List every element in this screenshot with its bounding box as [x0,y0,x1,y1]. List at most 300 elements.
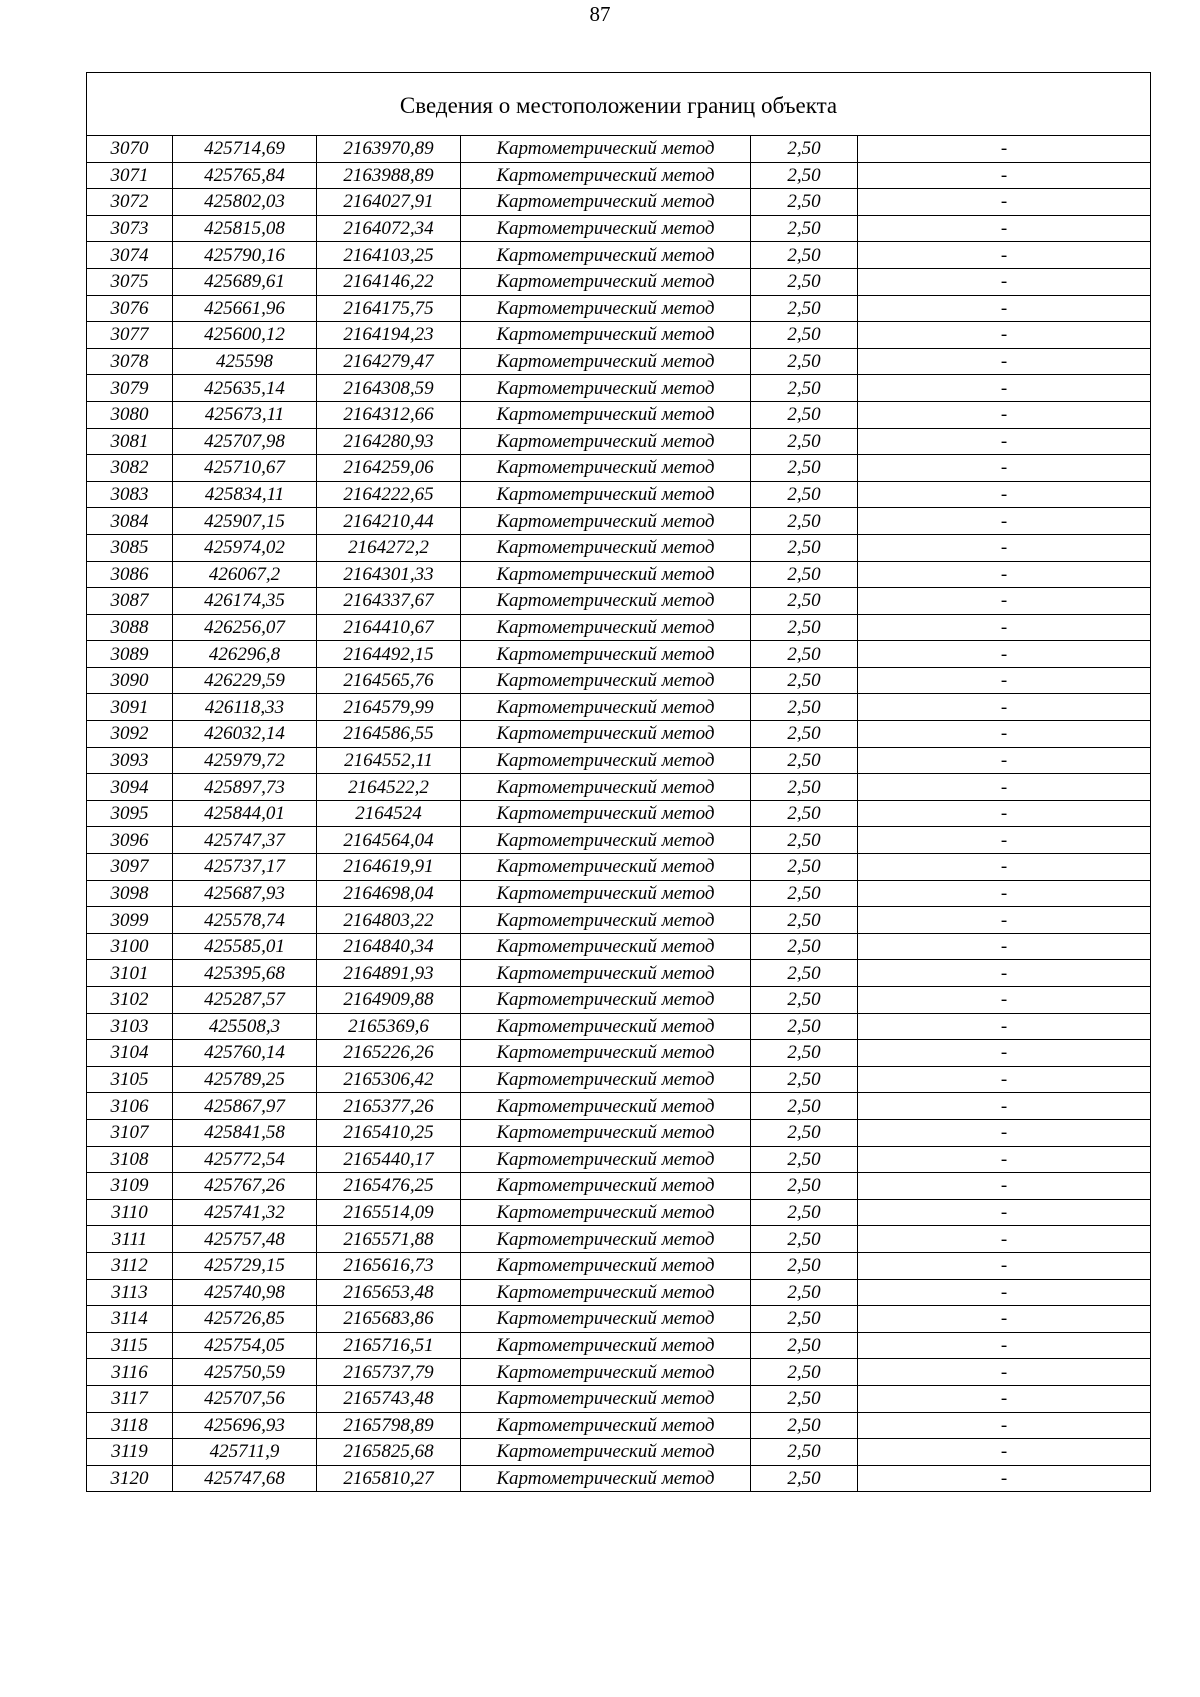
cell-point-number: 3106 [87,1093,173,1120]
cell-accuracy: 2,50 [751,1226,858,1253]
cell-note: - [858,1093,1151,1120]
cell-point-number: 3117 [87,1385,173,1412]
cell-method: Картометрический метод [461,295,751,322]
cell-point-number: 3096 [87,827,173,854]
cell-note: - [858,189,1151,216]
table-row [87,747,1151,774]
cell-note: - [858,1385,1151,1412]
cell-coord-x: 425772,54 [173,1146,317,1173]
cell-coord-x: 425729,15 [173,1252,317,1279]
cell-method: Картометрический метод [461,1013,751,1040]
cell-coord-x: 426174,35 [173,588,317,615]
cell-coord-y: 2164103,25 [317,242,461,269]
cell-method: Картометрический метод [461,162,751,189]
cell-note: - [858,1013,1151,1040]
cell-note: - [858,694,1151,721]
cell-accuracy: 2,50 [751,561,858,588]
cell-accuracy: 2,50 [751,428,858,455]
cell-coord-y: 2164175,75 [317,295,461,322]
cell-point-number: 3092 [87,721,173,748]
cell-coord-x: 425789,25 [173,1066,317,1093]
cell-method: Картометрический метод [461,322,751,349]
cell-coord-y: 2164146,22 [317,268,461,295]
cell-note: - [858,322,1151,349]
table-row [87,455,1151,482]
cell-point-number: 3087 [87,588,173,615]
cell-coord-x: 426067,2 [173,561,317,588]
cell-point-number: 3082 [87,455,173,482]
table-row [87,428,1151,455]
cell-method: Картометрический метод [461,880,751,907]
cell-point-number: 3115 [87,1332,173,1359]
cell-accuracy: 2,50 [751,1359,858,1386]
table-row [87,1199,1151,1226]
cell-point-number: 3110 [87,1199,173,1226]
cell-coord-x: 425741,32 [173,1199,317,1226]
table-row [87,561,1151,588]
cell-accuracy: 2,50 [751,1306,858,1333]
cell-coord-x: 425578,74 [173,907,317,934]
cell-coord-x: 425508,3 [173,1013,317,1040]
cell-coord-x: 426256,07 [173,614,317,641]
cell-note: - [858,854,1151,881]
cell-note: - [858,348,1151,375]
cell-accuracy: 2,50 [751,1439,858,1466]
cell-point-number: 3084 [87,508,173,535]
table-row [87,854,1151,881]
cell-note: - [858,960,1151,987]
cell-coord-x: 425767,26 [173,1173,317,1200]
cell-accuracy: 2,50 [751,322,858,349]
table-row [87,1252,1151,1279]
cell-method: Картометрический метод [461,1359,751,1386]
cell-point-number: 3083 [87,481,173,508]
cell-point-number: 3097 [87,854,173,881]
cell-note: - [858,215,1151,242]
cell-note: - [858,933,1151,960]
table-row [87,933,1151,960]
cell-point-number: 3095 [87,800,173,827]
table-row [87,827,1151,854]
cell-note: - [858,162,1151,189]
cell-method: Картометрический метод [461,481,751,508]
cell-point-number: 3079 [87,375,173,402]
cell-coord-x: 425765,84 [173,162,317,189]
cell-accuracy: 2,50 [751,774,858,801]
cell-note: - [858,561,1151,588]
cell-method: Картометрический метод [461,1119,751,1146]
table-row [87,1119,1151,1146]
cell-point-number: 3116 [87,1359,173,1386]
cell-method: Картометрический метод [461,1199,751,1226]
cell-point-number: 3093 [87,747,173,774]
table-row [87,1306,1151,1333]
table-row [87,1093,1151,1120]
cell-point-number: 3072 [87,189,173,216]
cell-accuracy: 2,50 [751,907,858,934]
cell-coord-y: 2165825,68 [317,1439,461,1466]
cell-point-number: 3098 [87,880,173,907]
table-row [87,1439,1151,1466]
cell-accuracy: 2,50 [751,694,858,721]
cell-accuracy: 2,50 [751,827,858,854]
cell-point-number: 3075 [87,268,173,295]
cell-point-number: 3101 [87,960,173,987]
cell-note: - [858,1040,1151,1067]
cell-point-number: 3109 [87,1173,173,1200]
cell-method: Картометрический метод [461,401,751,428]
cell-coord-x: 425754,05 [173,1332,317,1359]
cell-accuracy: 2,50 [751,1173,858,1200]
cell-coord-y: 2165440,17 [317,1146,461,1173]
cell-coord-x: 426118,33 [173,694,317,721]
table-row [87,1359,1151,1386]
cell-accuracy: 2,50 [751,481,858,508]
cell-coord-y: 2165810,27 [317,1465,461,1492]
cell-coord-x: 425841,58 [173,1119,317,1146]
cell-accuracy: 2,50 [751,215,858,242]
cell-coord-y: 2164564,04 [317,827,461,854]
cell-coord-y: 2164222,65 [317,481,461,508]
cell-method: Картометрический метод [461,375,751,402]
cell-point-number: 3103 [87,1013,173,1040]
cell-note: - [858,907,1151,934]
cell-accuracy: 2,50 [751,534,858,561]
cell-method: Картометрический метод [461,933,751,960]
cell-coord-x: 425689,61 [173,268,317,295]
cell-accuracy: 2,50 [751,242,858,269]
cell-coord-y: 2165514,09 [317,1199,461,1226]
table-row [87,1279,1151,1306]
cell-method: Картометрический метод [461,694,751,721]
cell-coord-x: 425815,08 [173,215,317,242]
cell-accuracy: 2,50 [751,1199,858,1226]
cell-method: Картометрический метод [461,827,751,854]
cell-accuracy: 2,50 [751,588,858,615]
cell-coord-y: 2164586,55 [317,721,461,748]
table-row [87,614,1151,641]
table-row [87,268,1151,295]
cell-note: - [858,481,1151,508]
table-row [87,215,1151,242]
cell-coord-y: 2164194,23 [317,322,461,349]
cell-accuracy: 2,50 [751,1119,858,1146]
cell-coord-y: 2164280,93 [317,428,461,455]
cell-coord-x: 425714,69 [173,136,317,163]
cell-note: - [858,987,1151,1014]
cell-coord-x: 425834,11 [173,481,317,508]
cell-coord-x: 425673,11 [173,401,317,428]
table-row [87,800,1151,827]
cell-coord-y: 2164312,66 [317,401,461,428]
cell-method: Картометрический метод [461,215,751,242]
table-row [87,907,1151,934]
cell-point-number: 3108 [87,1146,173,1173]
cell-method: Картометрический метод [461,455,751,482]
cell-accuracy: 2,50 [751,641,858,668]
cell-point-number: 3099 [87,907,173,934]
cell-note: - [858,1252,1151,1279]
cell-coord-y: 2164259,06 [317,455,461,482]
cell-accuracy: 2,50 [751,960,858,987]
cell-note: - [858,641,1151,668]
cell-coord-y: 2164279,47 [317,348,461,375]
table-title: Сведения о местоположении границ объекта [87,73,1151,136]
cell-coord-y: 2164337,67 [317,588,461,615]
cell-note: - [858,1146,1151,1173]
cell-note: - [858,1412,1151,1439]
cell-accuracy: 2,50 [751,1013,858,1040]
cell-point-number: 3085 [87,534,173,561]
cell-method: Картометрический метод [461,268,751,295]
cell-note: - [858,774,1151,801]
cell-point-number: 3105 [87,1066,173,1093]
cell-method: Картометрический метод [461,1412,751,1439]
table-row [87,162,1151,189]
cell-coord-y: 2164272,2 [317,534,461,561]
cell-coord-y: 2163970,89 [317,136,461,163]
cell-point-number: 3088 [87,614,173,641]
cell-accuracy: 2,50 [751,854,858,881]
cell-coord-x: 425897,73 [173,774,317,801]
cell-note: - [858,508,1151,535]
cell-point-number: 3111 [87,1226,173,1253]
cell-method: Картометрический метод [461,800,751,827]
cell-accuracy: 2,50 [751,268,858,295]
cell-method: Картометрический метод [461,1439,751,1466]
cell-coord-y: 2165476,25 [317,1173,461,1200]
table-row [87,694,1151,721]
cell-coord-x: 425760,14 [173,1040,317,1067]
cell-method: Картометрический метод [461,641,751,668]
cell-method: Картометрический метод [461,667,751,694]
cell-coord-x: 425585,01 [173,933,317,960]
table-row [87,242,1151,269]
cell-note: - [858,401,1151,428]
cell-coord-y: 2164909,88 [317,987,461,1014]
cell-note: - [858,614,1151,641]
cell-point-number: 3074 [87,242,173,269]
table-row [87,960,1151,987]
cell-accuracy: 2,50 [751,667,858,694]
cell-coord-y: 2164552,11 [317,747,461,774]
cell-coord-y: 2165798,89 [317,1412,461,1439]
table-row [87,1173,1151,1200]
cell-note: - [858,1439,1151,1466]
cell-coord-y: 2164308,59 [317,375,461,402]
cell-point-number: 3107 [87,1119,173,1146]
cell-method: Картометрический метод [461,960,751,987]
cell-accuracy: 2,50 [751,1465,858,1492]
cell-method: Картометрический метод [461,561,751,588]
cell-note: - [858,1359,1151,1386]
cell-coord-x: 425635,14 [173,375,317,402]
cell-method: Картометрический метод [461,1173,751,1200]
cell-method: Картометрический метод [461,1279,751,1306]
cell-coord-x: 425747,37 [173,827,317,854]
cell-accuracy: 2,50 [751,136,858,163]
cell-note: - [858,1279,1151,1306]
cell-accuracy: 2,50 [751,348,858,375]
cell-point-number: 3094 [87,774,173,801]
cell-coord-y: 2164698,04 [317,880,461,907]
cell-coord-y: 2164072,34 [317,215,461,242]
cell-coord-x: 425600,12 [173,322,317,349]
table-row [87,1146,1151,1173]
cell-accuracy: 2,50 [751,1066,858,1093]
cell-coord-y: 2164410,67 [317,614,461,641]
cell-coord-y: 2164210,44 [317,508,461,535]
boundary-table [86,72,1151,1492]
cell-coord-y: 2164803,22 [317,907,461,934]
cell-point-number: 3080 [87,401,173,428]
cell-note: - [858,1306,1151,1333]
cell-method: Картометрический метод [461,987,751,1014]
cell-coord-x: 425747,68 [173,1465,317,1492]
cell-method: Картометрический метод [461,1040,751,1067]
cell-point-number: 3118 [87,1412,173,1439]
cell-method: Картометрический метод [461,1066,751,1093]
table-body [87,136,1151,1492]
cell-coord-y: 2164492,15 [317,641,461,668]
cell-point-number: 3091 [87,694,173,721]
cell-accuracy: 2,50 [751,162,858,189]
cell-note: - [858,455,1151,482]
cell-point-number: 3104 [87,1040,173,1067]
table-row [87,1040,1151,1067]
cell-coord-x: 425974,02 [173,534,317,561]
table-row [87,1226,1151,1253]
cell-note: - [858,721,1151,748]
cell-note: - [858,827,1151,854]
cell-point-number: 3112 [87,1252,173,1279]
cell-method: Картометрический метод [461,534,751,561]
cell-accuracy: 2,50 [751,1146,858,1173]
cell-accuracy: 2,50 [751,1252,858,1279]
cell-coord-x: 426032,14 [173,721,317,748]
cell-coord-y: 2165306,42 [317,1066,461,1093]
cell-method: Картометрический метод [461,588,751,615]
cell-accuracy: 2,50 [751,1279,858,1306]
cell-coord-y: 2165571,88 [317,1226,461,1253]
cell-coord-y: 2163988,89 [317,162,461,189]
cell-method: Картометрический метод [461,907,751,934]
cell-accuracy: 2,50 [751,800,858,827]
cell-accuracy: 2,50 [751,401,858,428]
cell-method: Картометрический метод [461,242,751,269]
cell-coord-x: 425979,72 [173,747,317,774]
cell-note: - [858,1226,1151,1253]
cell-coord-x: 425867,97 [173,1093,317,1120]
cell-point-number: 3120 [87,1465,173,1492]
cell-note: - [858,1066,1151,1093]
table-row [87,667,1151,694]
table-row [87,401,1151,428]
cell-note: - [858,880,1151,907]
cell-method: Картометрический метод [461,1252,751,1279]
cell-accuracy: 2,50 [751,508,858,535]
cell-method: Картометрический метод [461,1093,751,1120]
cell-note: - [858,1119,1151,1146]
cell-coord-x: 425757,48 [173,1226,317,1253]
cell-coord-y: 2164522,2 [317,774,461,801]
table-row [87,136,1151,163]
cell-method: Картометрический метод [461,721,751,748]
table-row [87,348,1151,375]
cell-method: Картометрический метод [461,1306,751,1333]
table-row [87,322,1151,349]
cell-coord-y: 2164301,33 [317,561,461,588]
table-row [87,721,1151,748]
cell-point-number: 3070 [87,136,173,163]
cell-method: Картометрический метод [461,508,751,535]
cell-point-number: 3081 [87,428,173,455]
cell-accuracy: 2,50 [751,987,858,1014]
cell-note: - [858,136,1151,163]
cell-coord-x: 425711,9 [173,1439,317,1466]
table-row [87,534,1151,561]
cell-accuracy: 2,50 [751,189,858,216]
cell-point-number: 3102 [87,987,173,1014]
table-row [87,1412,1151,1439]
cell-method: Картометрический метод [461,614,751,641]
cell-note: - [858,375,1151,402]
cell-note: - [858,1465,1151,1492]
cell-note: - [858,1332,1151,1359]
cell-coord-x: 425844,01 [173,800,317,827]
cell-accuracy: 2,50 [751,1040,858,1067]
cell-point-number: 3100 [87,933,173,960]
cell-method: Картометрический метод [461,1332,751,1359]
cell-note: - [858,667,1151,694]
cell-coord-x: 425707,98 [173,428,317,455]
cell-accuracy: 2,50 [751,1093,858,1120]
cell-point-number: 3071 [87,162,173,189]
cell-method: Картометрический метод [461,1226,751,1253]
cell-accuracy: 2,50 [751,1385,858,1412]
cell-coord-x: 425802,03 [173,189,317,216]
cell-accuracy: 2,50 [751,455,858,482]
cell-note: - [858,268,1151,295]
cell-coord-y: 2165369,6 [317,1013,461,1040]
cell-method: Картометрический метод [461,854,751,881]
table-row [87,508,1151,535]
cell-note: - [858,428,1151,455]
cell-coord-x: 425395,68 [173,960,317,987]
table-row [87,1465,1151,1492]
table-row [87,1013,1151,1040]
cell-point-number: 3114 [87,1306,173,1333]
cell-method: Картометрический метод [461,136,751,163]
cell-method: Картометрический метод [461,428,751,455]
cell-accuracy: 2,50 [751,1412,858,1439]
cell-point-number: 3119 [87,1439,173,1466]
cell-coord-x: 425907,15 [173,508,317,535]
cell-note: - [858,588,1151,615]
table-row [87,987,1151,1014]
cell-coord-y: 2165683,86 [317,1306,461,1333]
cell-coord-y: 2164524 [317,800,461,827]
cell-coord-x: 425707,56 [173,1385,317,1412]
cell-accuracy: 2,50 [751,375,858,402]
cell-point-number: 3073 [87,215,173,242]
cell-coord-y: 2165716,51 [317,1332,461,1359]
cell-note: - [858,534,1151,561]
cell-coord-y: 2164619,91 [317,854,461,881]
cell-coord-y: 2165377,26 [317,1093,461,1120]
cell-point-number: 3089 [87,641,173,668]
page-number: 87 [589,2,611,26]
